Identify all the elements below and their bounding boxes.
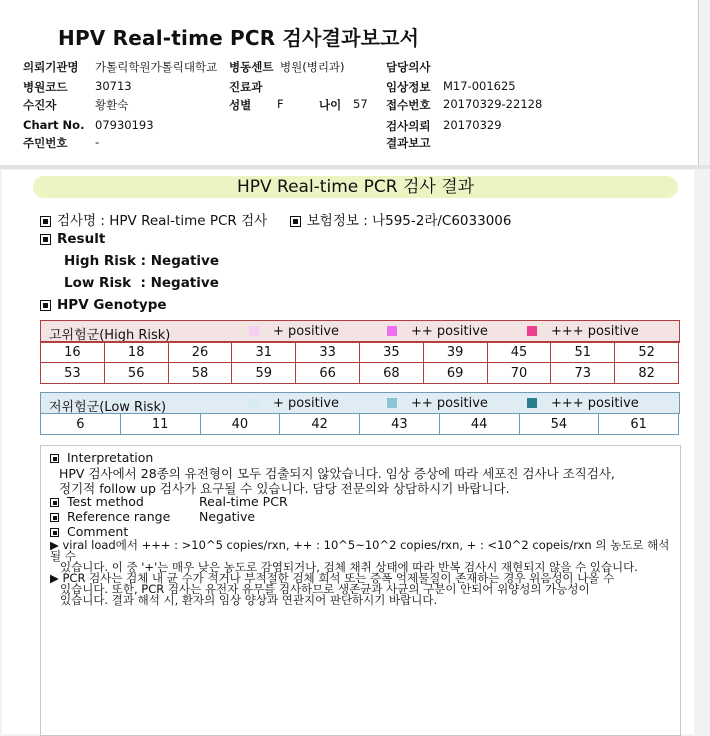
genotype-cell: 51 (551, 342, 615, 363)
genotype-cell: 26 (168, 342, 232, 363)
interpretation-line1: HPV 검사에서 28종의 유전형이 모두 검출되지 않았습니다. 임상 증상에 따라 세포진 검사나 조직검사, (59, 466, 615, 481)
legend-plus: + positive (273, 324, 340, 339)
bullet-icon (40, 234, 51, 245)
hospital-code-label: 병원코드 (23, 80, 68, 94)
resident-no-value: - (95, 135, 100, 149)
plus3-swatch (527, 326, 537, 336)
legend-plus: + positive (273, 396, 340, 411)
legend-plus2: ++ positive (411, 324, 488, 339)
genotype-cell: 6 (41, 414, 121, 435)
genotype-cell: 42 (280, 414, 360, 435)
sex-value: F (277, 97, 284, 111)
test-name: 검사명 : HPV Real-time PCR 검사 (57, 213, 268, 229)
table-row (41, 363, 679, 384)
genotype-cell: 56 (104, 363, 168, 384)
low-risk-genotype-table (40, 413, 679, 435)
genotype-cell: 18 (104, 342, 168, 363)
method-label: Test method (67, 494, 144, 509)
age-label: 나이 (319, 98, 342, 112)
bullet-icon (290, 216, 301, 227)
method-value: Real-time PCR (199, 494, 288, 509)
comment-1a: ▶ viral load에서 +++ : >10^5 copies/rxn, ++ : 10^5~10^2 copies/rxn, + : <10^2 copeis/rxn 의 농도로 해석될 수 (50, 538, 670, 563)
bullet-icon (50, 528, 59, 537)
clinical-info-label: 임상정보 (386, 80, 431, 94)
plus2-swatch (387, 326, 397, 336)
genotype-cell: 44 (439, 414, 519, 435)
genotype-cell: 69 (423, 363, 487, 384)
genotype-cell: 40 (200, 414, 280, 435)
genotype-cell: 66 (296, 363, 360, 384)
genotype-cell: 39 (423, 342, 487, 363)
genotype-cell: 68 (359, 363, 423, 384)
examinee-label: 수진자 (23, 98, 57, 112)
comment-2b: 있습니다. 또한, PCR 검사는 유전자 유무를 검사하므로 생존균과 사균의 구분이 안되어 위양성의 가능성이 (60, 582, 590, 596)
plus-swatch (249, 398, 259, 408)
genotype-cell: 82 (615, 363, 679, 384)
low-risk-result: Low Risk : Negative (64, 275, 219, 291)
genotype-cell: 31 (232, 342, 296, 363)
plus2-swatch (387, 398, 397, 408)
request-date-value: 20170329 (443, 118, 502, 132)
method-row (50, 494, 144, 509)
legend-plus2: ++ positive (411, 396, 488, 411)
genotype-cell: 11 (120, 414, 200, 435)
clinical-info-value: M17-001625 (443, 79, 516, 93)
table-row (41, 414, 679, 435)
low-risk-legend-bar (40, 392, 680, 414)
range-row (50, 509, 170, 524)
plus-swatch (249, 326, 259, 336)
examinee-value: 황환숙 (95, 98, 129, 112)
range-label: Reference range (67, 509, 171, 524)
genotype-cell: 33 (296, 342, 360, 363)
legend-plus3: +++ positive (551, 324, 639, 339)
institution-value: 가톨릭학원가톨릭대학교 (95, 60, 218, 74)
chart-no-label: Chart No. (23, 118, 85, 132)
age-value: 57 (353, 97, 368, 111)
comment-1b: 있습니다. 이 중 '+'는 매우 낮은 농도로 감염되거나, 검체 채취 상태에 따라 반복 검사시 재현되지 않을 수 있습니다. (60, 560, 638, 574)
doctor-label: 담당의사 (386, 60, 431, 74)
bullet-icon (50, 513, 59, 522)
result-heading-row (40, 231, 105, 247)
genotype-cell: 53 (41, 363, 105, 384)
genotype-heading-row (40, 297, 167, 313)
request-date-label: 검사의뢰 (386, 119, 431, 133)
comment-row (50, 524, 128, 539)
high-risk-genotype-table (40, 341, 679, 384)
institution-extra-label: 병동센트 (229, 60, 274, 74)
genotype-cell: 58 (168, 363, 232, 384)
genotype-cell: 52 (615, 342, 679, 363)
genotype-cell: 54 (519, 414, 599, 435)
chart-no-value: 07930193 (95, 118, 154, 132)
report-label: 결과보고 (386, 136, 431, 150)
genotype-cell: 16 (41, 342, 105, 363)
comment-text (50, 540, 675, 606)
genotype-cell: 61 (599, 414, 679, 435)
genotype-cell: 45 (487, 342, 551, 363)
genotype-cell: 70 (487, 363, 551, 384)
insurance-info: 보험정보 : 나595-2라/C6033006 (306, 213, 512, 229)
high-risk-label: 고위험군(High Risk) (49, 328, 171, 343)
range-value: Negative (199, 509, 256, 524)
comment-label: Comment (67, 524, 129, 539)
section-divider (0, 165, 710, 169)
genotype-cell: 43 (360, 414, 440, 435)
interpretation-line2: 정기적 follow up 검사가 요구될 수 있습니다. 담당 전문의와 상담하시기 바랍니다. (59, 481, 510, 496)
resident-no-label: 주민번호 (23, 136, 68, 150)
institution-extra-value: 병원(병리과) (280, 60, 345, 74)
high-risk-result: High Risk : Negative (64, 253, 219, 269)
bullet-icon (40, 216, 51, 227)
genotype-heading: HPV Genotype (57, 297, 167, 313)
comment-2c: 있습니다. 결과 해석 시, 환자의 임상 양상과 연관지어 판단하시기 바랍니다. (60, 593, 438, 607)
comment-2a: ▶ PCR 검사는 검체 내 균 수가 적거나 부적절한 검체 희석 또는 증폭 억제물질이 존재하는 경우 위음성이 나올 수 (50, 571, 615, 585)
interpretation-heading: Interpretation (67, 450, 154, 465)
receipt-no-label: 접수번호 (386, 98, 431, 112)
institution-label: 의뢰기관명 (23, 60, 79, 74)
genotype-cell: 35 (359, 342, 423, 363)
receipt-no-value: 20170329-22128 (443, 97, 543, 111)
bullet-icon (50, 498, 59, 507)
result-banner: HPV Real-time PCR 검사 결과 (33, 176, 678, 198)
low-risk-label: 저위험군(Low Risk) (49, 400, 167, 415)
hospital-code-value: 30713 (95, 79, 132, 93)
interpretation-heading-row (50, 450, 153, 465)
bullet-icon (50, 454, 59, 463)
dept-label: 진료과 (229, 80, 263, 94)
test-info-row (40, 209, 511, 229)
genotype-cell: 73 (551, 363, 615, 384)
high-risk-legend-bar (40, 320, 680, 343)
genotype-cell: 59 (232, 363, 296, 384)
legend-plus3: +++ positive (551, 396, 639, 411)
plus3-swatch (527, 398, 537, 408)
report-title: HPV Real-time PCR 검사결과보고서 (58, 26, 420, 50)
bullet-icon (40, 300, 51, 311)
sex-label: 성별 (229, 98, 252, 112)
result-heading: Result (57, 231, 106, 247)
table-row (41, 342, 679, 363)
